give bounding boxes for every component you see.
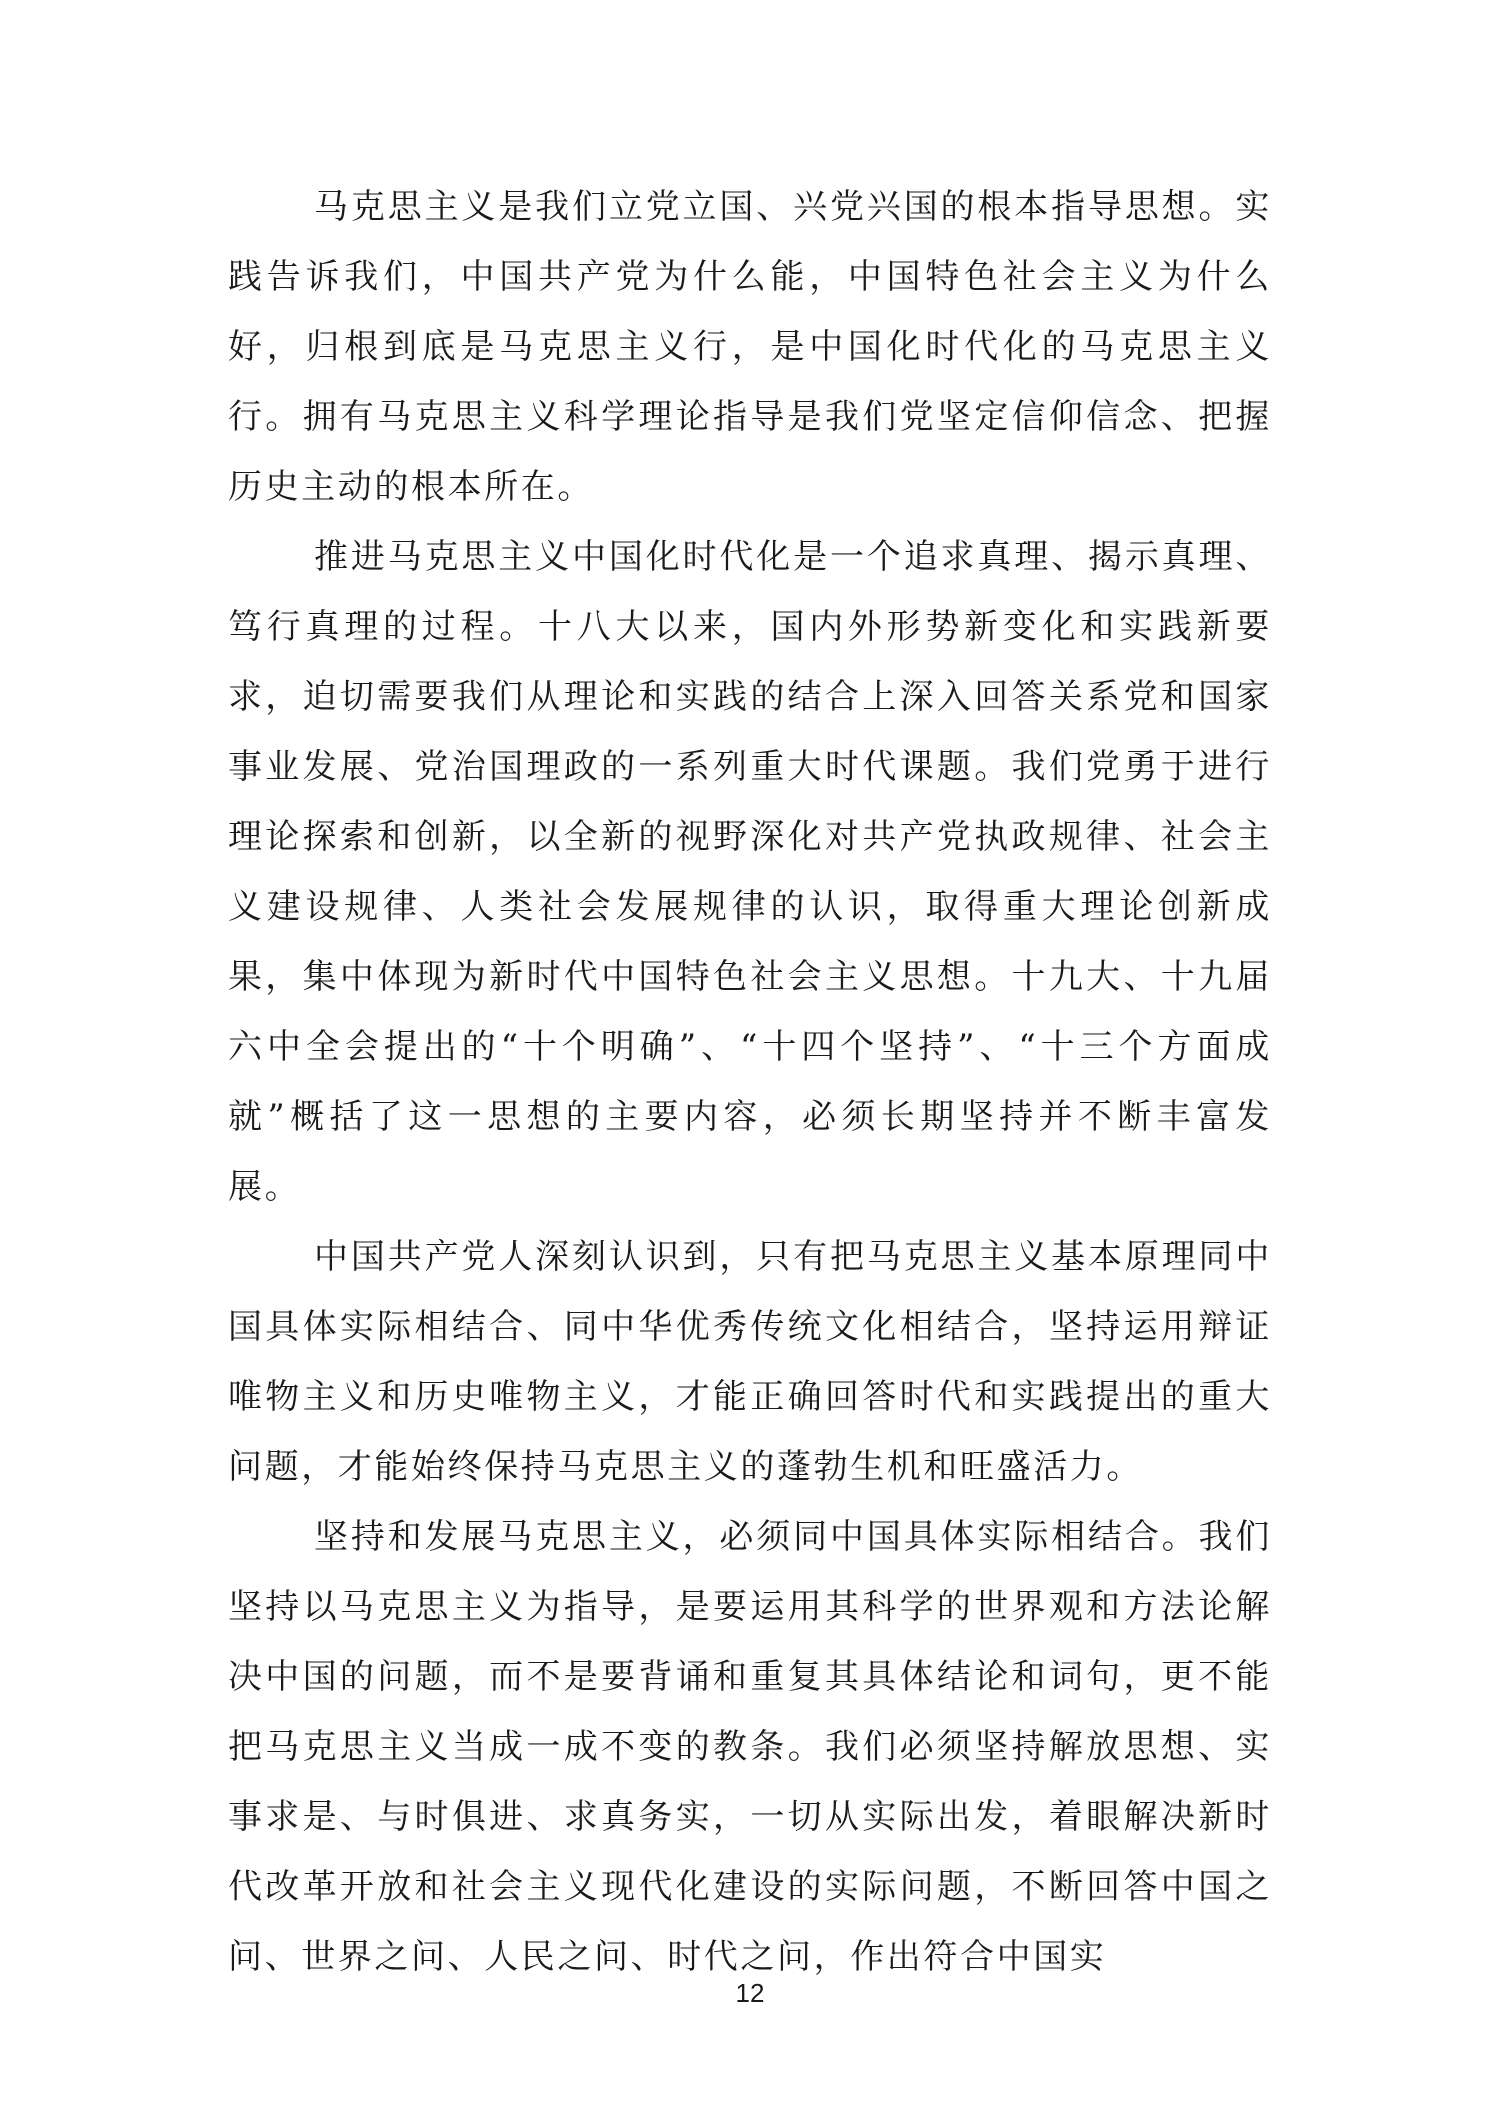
page-number: 12 bbox=[735, 1978, 765, 2008]
paragraph-1: 马克思主义是我们立党立国、兴党兴国的根本指导思想。实践告诉我们，中国共产党为什么能，中国特色社会主义为什么好，归根到底是马克思主义行，是中国化时代化的马克思主义行。拥有马克思主义科学理论指导是我们党坚定信仰信念、把握历史主动的根本所在。 bbox=[228, 187, 1272, 507]
paragraph-4: 坚持和发展马克思主义，必须同中国具体实际相结合。我们坚持以马克思主义为指导，是要运用其科学的世界观和方法论解决中国的问题，而不是要背诵和重复其具体结论和词句，更不能把马克思主义当成一成不变的教条。我们必须坚持解放思想、实事求是、与时俱进、求真务实，一切从实际出发，着眼解决新时代改革开放和社会主义现代化建设的实际问题，不断回答中国之问、世界之问、人民之问、时代之问，作出符合中国实 bbox=[228, 1517, 1272, 1977]
paragraph-3: 中国共产党人深刻认识到，只有把马克思主义基本原理同中国具体实际相结合、同中华优秀传统文化相结合，坚持运用辩证唯物主义和历史唯物主义，才能正确回答时代和实践提出的重大问题，才能始终保持马克思主义的蓬勃生机和旺盛活力。 bbox=[228, 1237, 1272, 1487]
paragraph-2: 推进马克思主义中国化时代化是一个追求真理、揭示真理、笃行真理的过程。十八大以来，国内外形势新变化和实践新要求，迫切需要我们从理论和实践的结合上深入回答关系党和国家事业发展、党治国理政的一系列重大时代课题。我们党勇于进行理论探索和创新，以全新的视野深化对共产党执政规律、社会主义建设规律、人类社会发展规律的认识，取得重大理论创新成果，集中体现为新时代中国特色社会主义思想。十九大、十九届六中全会提出的“十个明确”、“十四个坚持”、“十三个方面成就”概括了这一思想的主要内容，必须长期坚持并不断丰富发展。 bbox=[228, 537, 1272, 1207]
body-text bbox=[228, 172, 1272, 1992]
